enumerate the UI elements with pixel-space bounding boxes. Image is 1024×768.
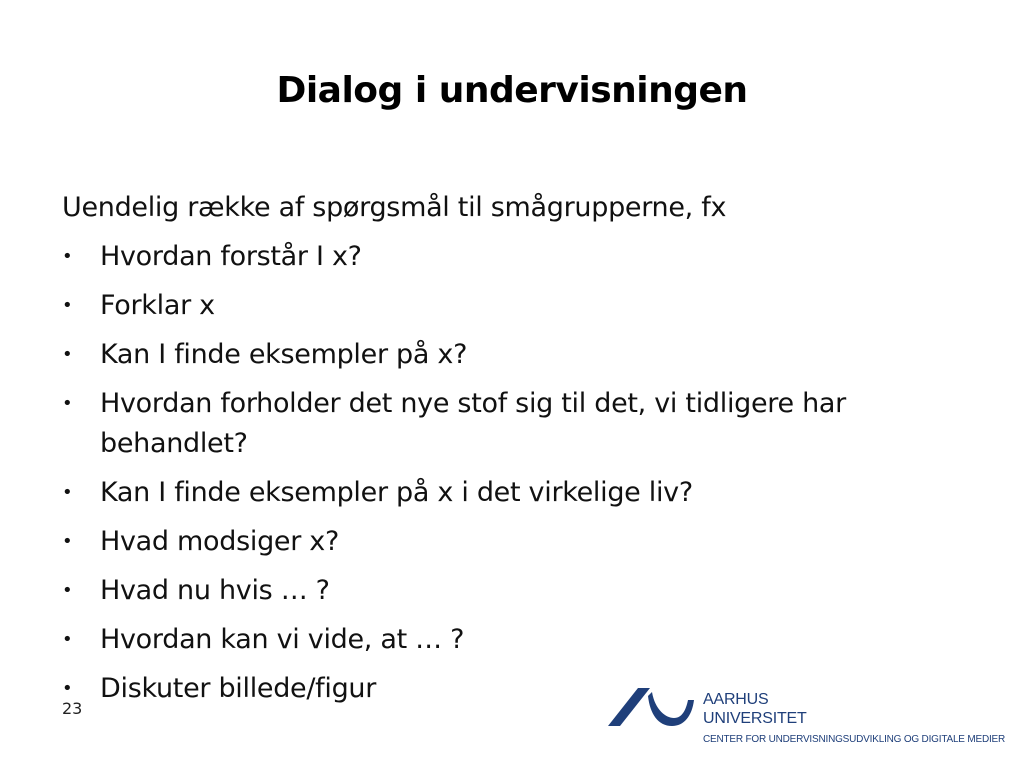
aarhus-logo-icon	[608, 688, 694, 730]
intro-text: Uendelig række af spørgsmål til smågrupperne, fx	[62, 192, 727, 223]
bullet-text: Hvad modsiger x?	[100, 526, 340, 557]
bullet-icon: •	[62, 678, 73, 699]
bullet-item	[62, 571, 962, 611]
logo-mark-right	[648, 692, 694, 726]
slide-title: Dialog i undervisningen	[276, 70, 748, 111]
logo-name	[703, 690, 807, 728]
bullet-item	[62, 237, 962, 277]
logo-line-universitet: UNIVERSITET	[703, 710, 807, 727]
bullet-item	[62, 620, 962, 660]
bullet-icon: •	[62, 580, 73, 601]
bullet-text: Hvordan kan vi vide, at … ?	[100, 624, 465, 655]
bullet-item	[62, 522, 962, 562]
bullet-text: Kan I finde eksempler på x i det virkelige liv?	[100, 477, 693, 508]
bullet-icon: •	[62, 393, 73, 414]
bullet-icon: •	[62, 295, 73, 316]
logo-subtitle: CENTER FOR UNDERVISNINGSUDVIKLING OG DIGITALE MEDIER	[703, 734, 1006, 745]
bullet-item	[62, 473, 962, 513]
bullet-text: Hvordan forholder det nye stof sig til det, vi tidligere har behandlet?	[100, 388, 846, 459]
logo-line-aarhus: AARHUS	[703, 691, 769, 708]
bullet-icon: •	[62, 344, 73, 365]
bullet-text: Hvordan forstår I x?	[100, 241, 362, 272]
bullet-list	[62, 237, 962, 718]
bullet-icon: •	[62, 482, 73, 503]
bullet-icon: •	[62, 629, 73, 650]
bullet-text: Hvad nu hvis … ?	[100, 575, 330, 606]
slide-number: 23	[62, 699, 83, 718]
bullet-text: Forklar x	[100, 290, 215, 321]
bullet-icon: •	[62, 246, 73, 267]
logo-mark-left	[608, 688, 650, 726]
bullet-item	[62, 384, 962, 464]
bullet-item	[62, 335, 962, 375]
bullet-text: Diskuter billede/figur	[100, 673, 377, 704]
bullet-item	[62, 286, 962, 326]
bullet-text: Kan I finde eksempler på x?	[100, 339, 468, 370]
bullet-icon: •	[62, 531, 73, 552]
bullet-item	[62, 669, 962, 709]
